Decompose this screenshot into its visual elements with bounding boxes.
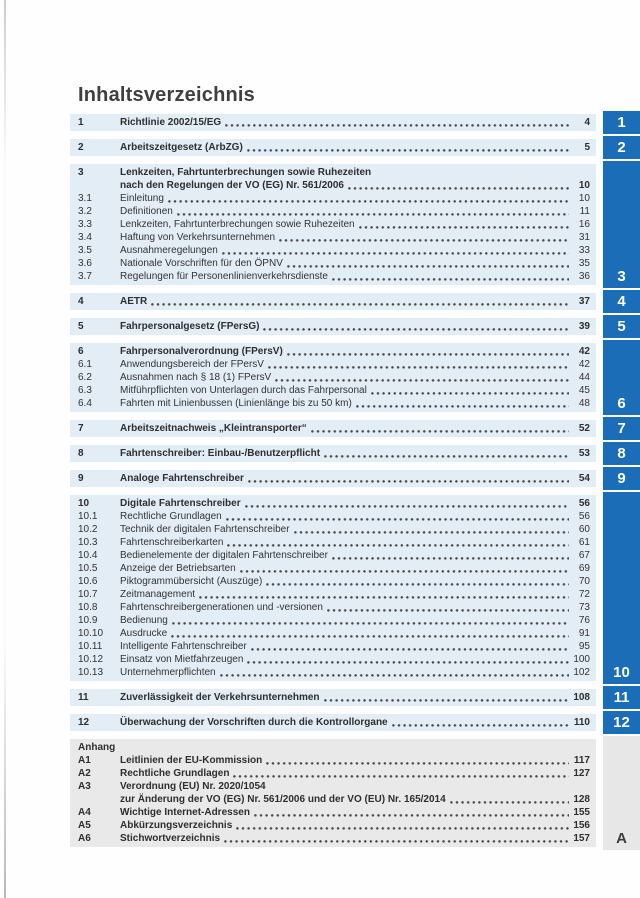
dot-leader <box>199 588 569 601</box>
entry-page: 127 <box>573 768 590 779</box>
toc-entry <box>70 358 596 371</box>
dot-leader <box>266 575 569 588</box>
table-of-contents <box>70 114 596 855</box>
toc-entry <box>70 562 596 575</box>
entry-number: 5 <box>78 321 84 332</box>
entry-title: Einleitung <box>120 193 164 204</box>
dot-leader <box>266 754 569 767</box>
entry-page: 36 <box>578 271 590 282</box>
chapter-tab <box>603 467 640 490</box>
dot-leader <box>251 640 569 653</box>
entry-number: 10.2 <box>78 524 98 535</box>
chapter-tab <box>603 315 640 338</box>
entry-number: 10.11 <box>78 641 103 652</box>
entry-number: 10 <box>78 498 90 509</box>
entry-page: 69 <box>578 563 590 574</box>
toc-entry <box>70 179 596 192</box>
dot-leader <box>348 179 569 192</box>
tab-label: 3 <box>617 268 626 285</box>
toc-entry <box>70 497 596 510</box>
toc-entry <box>70 536 596 549</box>
entry-page: 67 <box>578 550 590 561</box>
entry-title: Fahrtenschreiber: Einbau-/Benutzerpflicht <box>120 448 321 459</box>
entry-number: 6.3 <box>78 385 92 396</box>
chapter-tab <box>603 442 640 465</box>
entry-page: 100 <box>573 654 590 665</box>
entry-page: 73 <box>578 602 590 613</box>
entry-number: 6.4 <box>78 398 92 409</box>
entry-number: A6 <box>78 833 91 844</box>
tab-label: A <box>616 830 627 847</box>
chapter-tab <box>603 417 640 440</box>
entry-page: 117 <box>573 755 590 766</box>
toc-entry <box>70 601 596 614</box>
entry-number: 3.1 <box>78 193 92 204</box>
chapter-tab <box>603 686 640 709</box>
entry-title: Fahrtenschreiberkarten <box>120 537 224 548</box>
toc-entry <box>70 141 596 154</box>
toc-entry <box>70 832 596 845</box>
dot-leader <box>177 205 569 218</box>
toc-entry <box>70 549 596 562</box>
toc-group <box>70 714 596 731</box>
entry-number: 4 <box>78 296 84 307</box>
scan-artifact <box>4 0 6 898</box>
dot-leader <box>332 270 569 283</box>
entry-number: 10.3 <box>78 537 98 548</box>
entry-page: 91 <box>578 628 590 639</box>
entry-title: Überwachung der Vorschriften durch die Kontrollorgane <box>120 717 388 728</box>
dot-leader <box>227 536 569 549</box>
entry-page: 44 <box>578 372 590 383</box>
dot-leader <box>324 691 569 704</box>
toc-group <box>70 470 596 487</box>
entry-number: 3.6 <box>78 258 92 269</box>
entry-number: 6.2 <box>78 372 92 383</box>
dot-leader <box>332 549 569 562</box>
entry-title: Piktogrammübersicht (Auszüge) <box>120 576 263 587</box>
toc-group <box>70 318 596 335</box>
tab-label: 4 <box>617 293 626 310</box>
toc-entry <box>70 270 596 283</box>
entry-page: 31 <box>578 232 590 243</box>
chapter-tab <box>603 711 640 734</box>
entry-number: 2 <box>78 142 84 153</box>
entry-number: 10.5 <box>78 563 98 574</box>
entry-number: 1 <box>78 117 84 128</box>
entry-number: A3 <box>78 781 91 792</box>
dot-leader <box>248 472 569 485</box>
toc-entry <box>70 257 596 270</box>
toc-entry <box>70 653 596 666</box>
toc-entry <box>70 523 596 536</box>
entry-title: AETR <box>120 296 148 307</box>
tab-label: 2 <box>617 139 626 156</box>
entry-title: Fahrtenschreibergenerationen und -versionen <box>120 602 323 613</box>
entry-title: Anwendungsbereich der FPersV <box>120 359 264 370</box>
entry-page: 53 <box>578 448 590 459</box>
entry-page: 156 <box>573 820 590 831</box>
entry-page: 110 <box>573 717 590 728</box>
tab-label: 8 <box>617 445 626 462</box>
chapter-tab <box>603 340 640 415</box>
entry-title: Arbeitszeitnachweis „Kleintransporter“ <box>120 423 307 434</box>
entry-title: Fahrten mit Linienbussen (Linienlänge bis zu 50 km) <box>120 398 352 409</box>
toc-entry <box>70 472 596 485</box>
toc-entry <box>70 397 596 410</box>
entry-title: Lenkzeiten, Fahrtunterbrechungen sowie Ruhezeiten <box>120 219 355 230</box>
entry-number: 10.12 <box>78 654 104 665</box>
entry-number: 3 <box>78 167 84 178</box>
dot-leader <box>233 767 569 780</box>
entry-page: 95 <box>578 641 590 652</box>
entry-page: 56 <box>578 511 590 522</box>
toc-entry <box>70 754 596 767</box>
entry-number: A2 <box>78 768 91 779</box>
entry-title: Ausnahmen nach § 18 (1) FPersV <box>120 372 272 383</box>
tab-label: 12 <box>613 714 630 731</box>
toc-entry <box>70 166 596 179</box>
entry-title: Einsatz von Mietfahrzeugen <box>120 654 244 665</box>
toc-entry <box>70 780 596 793</box>
entry-number: 10.13 <box>78 667 104 678</box>
tab-label: 6 <box>617 395 626 412</box>
dot-leader <box>311 422 569 435</box>
entry-number: 3.7 <box>78 271 92 282</box>
toc-entry <box>70 320 596 333</box>
entry-title: zur Änderung der VO (EG) Nr. 561/2006 und der VO (EU) Nr. 165/2014 <box>120 794 446 805</box>
entry-number: 10.8 <box>78 602 98 613</box>
toc-entry <box>70 666 596 679</box>
entry-page: 33 <box>578 245 590 256</box>
entry-title: Analoge Fahrtenschreiber <box>120 473 244 484</box>
entry-number: 3.3 <box>78 219 92 230</box>
entry-number: 9 <box>78 473 84 484</box>
entry-page: 76 <box>578 615 590 626</box>
entry-page: 35 <box>578 258 590 269</box>
dot-leader <box>324 447 569 460</box>
toc-entry <box>70 384 596 397</box>
toc-group <box>70 139 596 156</box>
toc-entry <box>70 345 596 358</box>
toc-entry <box>70 767 596 780</box>
dot-leader <box>263 320 569 333</box>
dot-leader <box>287 257 569 270</box>
dot-leader <box>247 141 569 154</box>
entry-page: 102 <box>573 667 590 678</box>
toc-entry <box>70 244 596 257</box>
entry-page: 42 <box>578 346 590 357</box>
dot-leader <box>254 806 569 819</box>
tab-label: 10 <box>613 664 630 681</box>
dot-leader <box>287 345 569 358</box>
entry-title: Abkürzungsverzeichnis <box>120 820 233 831</box>
entry-title: Zeitmanagement <box>120 589 196 600</box>
toc-group <box>70 293 596 310</box>
entry-number: 10.4 <box>78 550 98 561</box>
dot-leader <box>240 562 569 575</box>
toc-group <box>70 495 596 681</box>
entry-title: Technik der digitalen Fahrtenschreiber <box>120 524 290 535</box>
entry-title: Leitlinien der EU-Kommission <box>120 755 263 766</box>
toc-entry <box>70 819 596 832</box>
entry-page: 42 <box>578 359 590 370</box>
entry-number: 7 <box>78 423 84 434</box>
entry-page: 39 <box>578 321 590 332</box>
entry-page: 155 <box>573 807 590 818</box>
entry-number: 3.2 <box>78 206 92 217</box>
toc-entry <box>70 793 596 806</box>
toc-entry <box>70 588 596 601</box>
toc-group <box>70 420 596 437</box>
entry-title: Fahrpersonalgesetz (FPersG) <box>120 321 260 332</box>
entry-page: 5 <box>584 142 590 153</box>
entry-title: Unternehmerpflichten <box>120 667 216 678</box>
entry-number: A1 <box>78 755 91 766</box>
entry-title: Anzeige der Betriebsarten <box>120 563 236 574</box>
entry-page: 11 <box>579 206 590 217</box>
toc-entry <box>70 295 596 308</box>
toc-group <box>70 343 596 412</box>
toc-entry <box>70 205 596 218</box>
tab-label: 7 <box>617 420 626 437</box>
toc-entry <box>70 371 596 384</box>
dot-leader <box>371 384 569 397</box>
entry-page: 108 <box>573 692 590 703</box>
entry-page: 157 <box>573 833 590 844</box>
entry-number: 3.5 <box>78 245 92 256</box>
toc-group <box>70 164 596 285</box>
entry-title: Ausdrucke <box>120 628 168 639</box>
entry-number: A5 <box>78 820 91 831</box>
entry-title: Rechtliche Grundlagen <box>120 768 230 779</box>
toc-entry <box>70 116 596 129</box>
entry-number: 3.4 <box>78 232 92 243</box>
entry-title: Richtlinie 2002/15/EG <box>120 117 222 128</box>
entry-number: 6.1 <box>78 359 92 370</box>
entry-title: Bedienelemente der digitalen Fahrtenschreiber <box>120 550 328 561</box>
dot-leader <box>168 192 569 205</box>
entry-title: Bedienung <box>120 615 168 626</box>
chapter-tab <box>603 492 640 684</box>
entry-number: A4 <box>78 807 91 818</box>
toc-group <box>70 114 596 131</box>
entry-title: Digitale Fahrtenschreiber <box>120 498 241 509</box>
entry-title: Fahrpersonalverordnung (FPersV) <box>120 346 283 357</box>
entry-page: 72 <box>578 589 590 600</box>
dot-leader <box>268 358 569 371</box>
toc-entry <box>70 614 596 627</box>
entry-title: Mitführpflichten von Unterlagen durch das Fahrpersonal <box>120 385 367 396</box>
entry-page: 70 <box>578 576 590 587</box>
dot-leader <box>226 510 569 523</box>
dot-leader <box>450 793 569 806</box>
toc-group <box>70 689 596 706</box>
toc-entry <box>70 510 596 523</box>
dot-leader <box>392 716 569 729</box>
entry-page: 61 <box>578 537 590 548</box>
entry-number: Anhang <box>78 742 116 753</box>
entry-title: Rechtliche Grundlagen <box>120 511 222 522</box>
entry-number: 10.6 <box>78 576 98 587</box>
tab-rail <box>600 0 640 898</box>
entry-number: 10.1 <box>78 511 98 522</box>
dot-leader <box>151 295 569 308</box>
entry-number: 10.9 <box>78 615 98 626</box>
chapter-tab <box>603 136 640 159</box>
entry-page: 45 <box>578 385 590 396</box>
entry-title: Stichwortverzeichnis <box>120 833 221 844</box>
dot-leader <box>224 832 569 845</box>
dot-leader <box>171 627 569 640</box>
toc-entry <box>70 640 596 653</box>
entry-page: 56 <box>578 498 590 509</box>
dot-leader <box>225 116 569 129</box>
entry-number: 10.10 <box>78 628 104 639</box>
toc-entry <box>70 192 596 205</box>
entry-number: 11 <box>78 692 89 703</box>
dot-leader <box>236 819 569 832</box>
dot-leader <box>279 231 569 244</box>
tab-label: 9 <box>617 470 626 487</box>
entry-page: 4 <box>584 117 590 128</box>
toc-entry <box>70 575 596 588</box>
entry-title: Lenkzeiten, Fahrtunterbrechungen sowie Ruhezeiten <box>120 167 372 178</box>
tab-label: 1 <box>617 114 626 131</box>
entry-page: 16 <box>578 219 590 230</box>
chapter-tab <box>603 290 640 313</box>
dot-leader <box>245 497 569 510</box>
page-title: Inhaltsverzeichnis <box>78 84 255 106</box>
dot-leader <box>220 666 569 679</box>
chapter-tab <box>603 161 640 288</box>
toc-entry <box>70 231 596 244</box>
toc-entry <box>70 806 596 819</box>
entry-number: 12 <box>78 717 90 728</box>
toc-entry <box>70 741 596 754</box>
entry-title: Intelligente Fahrtenschreiber <box>120 641 247 652</box>
dot-leader <box>359 218 569 231</box>
entry-page: 52 <box>578 423 590 434</box>
tab-label: 11 <box>613 689 630 706</box>
entry-number: 6 <box>78 346 84 357</box>
toc-group <box>70 445 596 462</box>
entry-page: 10 <box>578 180 590 191</box>
toc-entry <box>70 422 596 435</box>
toc-entry <box>70 627 596 640</box>
entry-title: Ausnahmeregelungen <box>120 245 218 256</box>
dot-leader <box>294 523 569 536</box>
dot-leader <box>275 371 569 384</box>
tab-label: 5 <box>617 318 626 335</box>
entry-title: Verordnung (EU) Nr. 2020/1054 <box>120 781 266 792</box>
dot-leader <box>222 244 569 257</box>
entry-page: 10 <box>578 193 590 204</box>
entry-title: Definitionen <box>120 206 173 217</box>
entry-title: Regelungen für Personenlinienverkehrsdienste <box>120 271 328 282</box>
chapter-tab <box>603 736 640 850</box>
dot-leader <box>247 653 569 666</box>
entry-title: Nationale Vorschriften für den ÖPNV <box>120 258 283 269</box>
entry-number: 10.7 <box>78 589 98 600</box>
toc-entry <box>70 691 596 704</box>
toc-entry <box>70 218 596 231</box>
entry-title: Zuverlässigkeit der Verkehrsunternehmen <box>120 692 320 703</box>
dot-leader <box>172 614 569 627</box>
entry-title: Wichtige Internet-Adressen <box>120 807 250 818</box>
entry-page: 128 <box>573 794 590 805</box>
toc-entry <box>70 447 596 460</box>
entry-page: 48 <box>578 398 590 409</box>
chapter-tab <box>603 111 640 134</box>
dot-leader <box>356 397 569 410</box>
entry-page: 60 <box>578 524 590 535</box>
entry-page: 54 <box>578 473 590 484</box>
toc-group <box>70 739 596 847</box>
entry-title: Arbeitszeitgesetz (ArbZG) <box>120 142 243 153</box>
toc-entry <box>70 716 596 729</box>
entry-title: nach den Regelungen der VO (EG) Nr. 561/2006 <box>120 180 344 191</box>
entry-number: 8 <box>78 448 84 459</box>
entry-title: Haftung von Verkehrsunternehmen <box>120 232 276 243</box>
entry-page: 37 <box>578 296 590 307</box>
dot-leader <box>327 601 569 614</box>
